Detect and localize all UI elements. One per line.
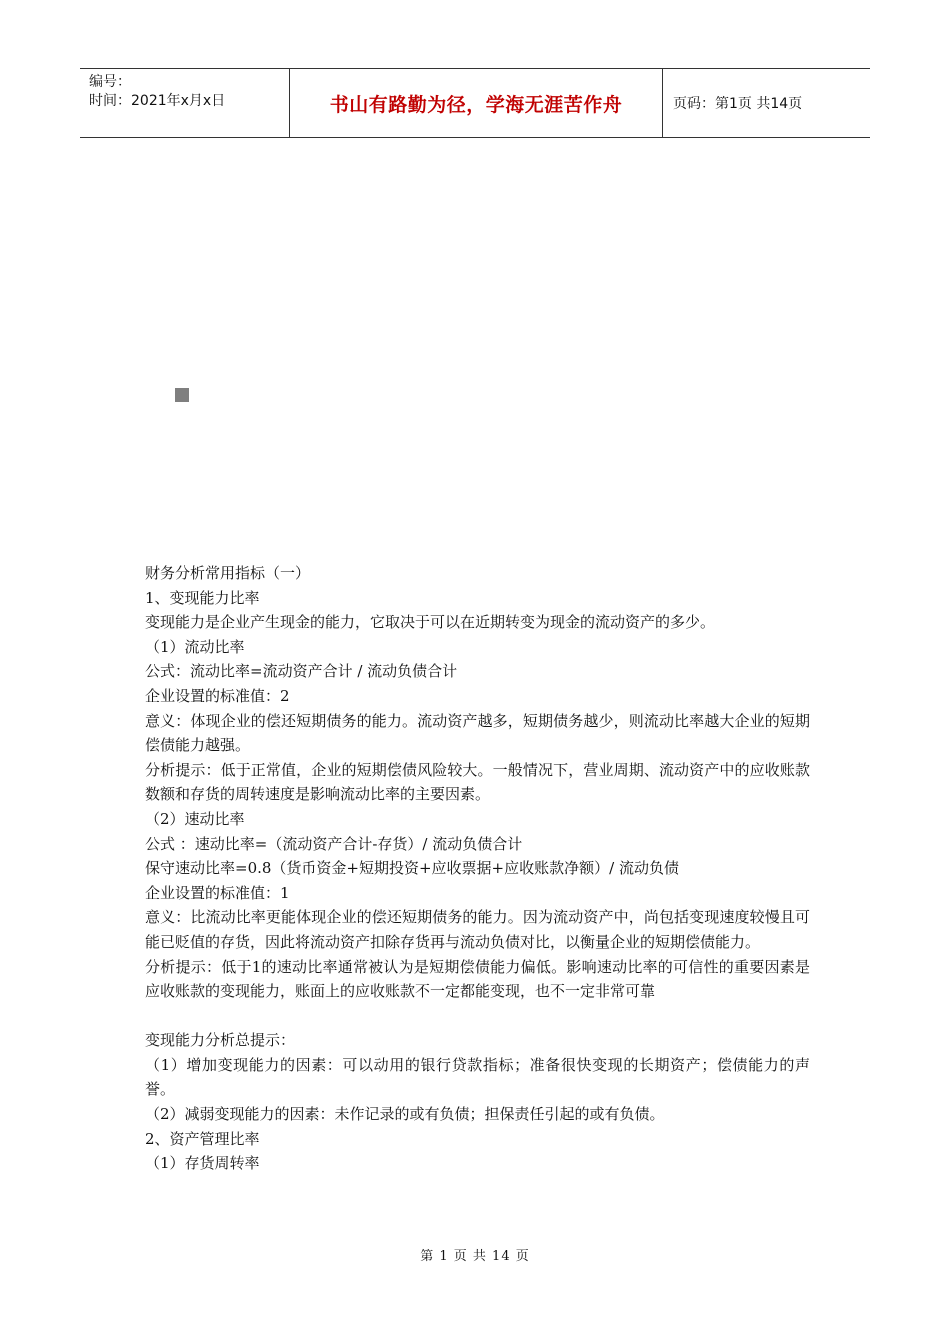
header-motto: 书山有路勤为径，学海无涯苦作舟 [289, 69, 663, 137]
formula-line: 公式：流动比率=流动资产合计 / 流动负债合计 [145, 662, 458, 681]
section-heading: 2、资产管理比率 [145, 1129, 260, 1148]
paragraph: 企业设置的标准值：1 [145, 883, 290, 902]
header-page-info: 页码：第1页 共14页 [673, 96, 803, 112]
placeholder-square-icon [175, 388, 189, 402]
subsection-heading: （2）速动比率 [145, 809, 245, 828]
section-heading: 1、变现能力比率 [145, 588, 260, 607]
subsection-heading: （1）存货周转率 [145, 1154, 260, 1173]
paragraph: （1）增加变现能力的因素：可以动用的银行贷款指标；准备很快变现的长期资产；偿债能力的声誉。 [145, 1055, 810, 1099]
document-number-label: 编号： [89, 74, 131, 90]
page-header [80, 68, 870, 138]
document-date: 时间：2021年x月x日 [89, 93, 226, 109]
page-footer: 第 1 页 共 14 页 [420, 1249, 530, 1264]
paragraph: 意义：比流动比率更能体现企业的偿还短期债务的能力。因为流动资产中，尚包括变现速度较慢且可能已贬值的存货，因此将流动资产扣除存货再与流动负债对比，以衡量企业的短期偿债能力。 [145, 908, 810, 951]
document-body [145, 561, 810, 1176]
paragraph: 分析提示：低于1的速动比率通常被认为是短期偿债能力偏低。影响速动比率的可信性的重要因素是应收账款的变现能力，账面上的应收账款不一定都能变现，也不一定非常可靠 [145, 957, 810, 1001]
header-meta [80, 69, 289, 137]
paragraph: 企业设置的标准值：2 [145, 686, 290, 705]
subsection-heading: （1）流动比率 [145, 637, 245, 656]
paragraph: 意义：体现企业的偿还短期债务的能力。流动资产越多，短期债务越少，则流动比率越大企业的短期偿债能力越强。 [145, 711, 810, 755]
formula-line: 公式 ：速动比率=（流动资产合计-存货）/ 流动负债合计 [145, 834, 523, 853]
paragraph: 变现能力是企业产生现金的能力，它取决于可以在近期转变为现金的流动资产的多少。 [145, 613, 716, 632]
paragraph: （2）减弱变现能力的因素：未作记录的或有负债；担保责任引起的或有负债。 [145, 1105, 665, 1124]
doc-title: 财务分析常用指标（一） [145, 564, 311, 582]
blank-line [145, 1004, 810, 1029]
paragraph: 分析提示：低于正常值，企业的短期偿债风险较大。一般情况下，营业周期、流动资产中的应收账款数额和存货的周转速度是影响流动比率的主要因素。 [145, 760, 810, 804]
section-heading: 变现能力分析总提示： [145, 1031, 296, 1050]
formula-line: 保守速动比率=0.8（货币资金+短期投资+应收票据+应收账款净额）/ 流动负债 [145, 859, 679, 878]
